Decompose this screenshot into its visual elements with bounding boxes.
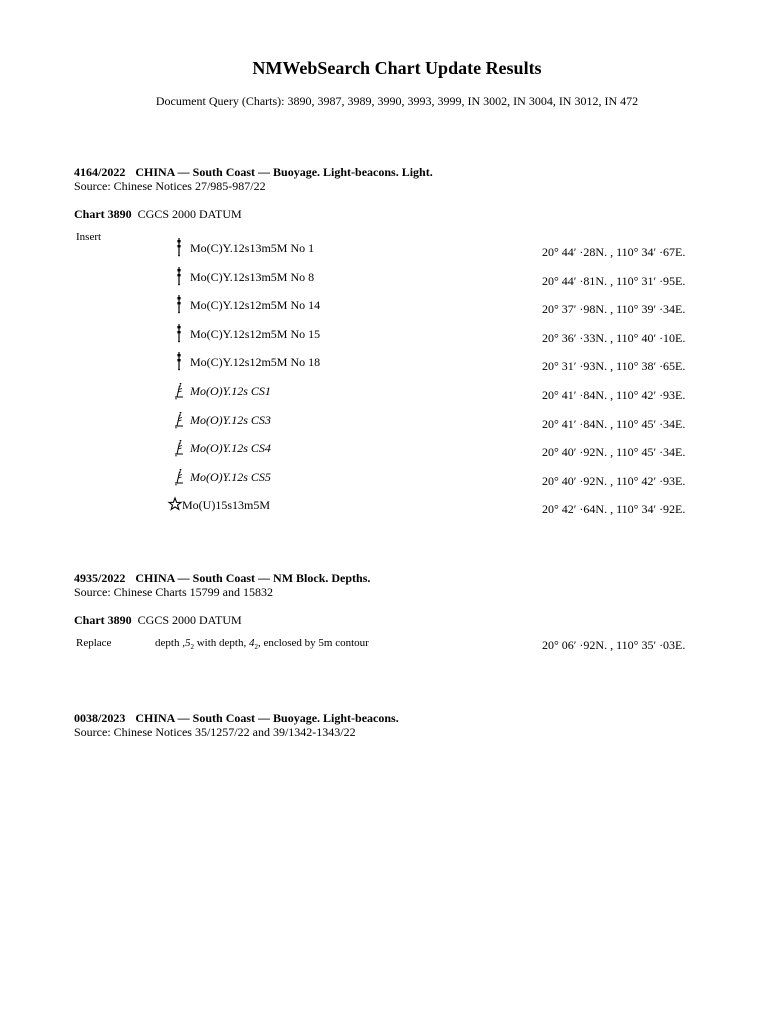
light-row [0,270,768,290]
position: 20° 31′ ·93N. , 110° 38′ ·65E. [542,359,686,374]
light-description: Mo(C)Y.12s13m5M No 8 [190,269,315,284]
position: 20° 44′ ·81N. , 110° 31′ ·95E. [542,273,686,288]
notice-header-0038 [74,711,399,726]
notice-source: Source: Chinese Notices 35/1257/22 and 39/1342-1343/22 [74,725,356,739]
position: 20° 36′ ·33N. , 110° 40′ ·10E. [542,330,686,345]
light-description: Mo(O)Y.12s CS4 [190,441,271,456]
position: 20° 44′ ·28N. , 110° 34′ ·67E. [542,245,686,259]
notice-number: 4935/2022 [74,571,126,585]
light-star-icon [167,494,183,514]
buoy-icon [171,409,187,429]
light-description: Mo(C)Y.12s12m5M No 14 [190,298,321,313]
new-depth: 4 [248,637,255,649]
chart-line [74,207,242,222]
chart-datum: CGCS 2000 DATUM [137,613,242,627]
chart-number: Chart 3890 [74,613,132,627]
document-query: Document Query (Charts): 3890, 3987, 3989, 3990, 3993, 3999, IN 3002, IN 3004, IN 3012, IN 472 [155,94,639,108]
beacon-icon [171,237,187,257]
old-depth: 5 [184,637,191,649]
position: 20° 42′ ·64N. , 110° 34′ ·92E. [542,502,686,517]
notice-source: Source: Chinese Notices 27/985-987/22 [74,179,266,193]
buoy-icon [171,437,187,457]
page-title: NMWebSearch Chart Update Results [252,58,542,78]
chart-line [74,613,242,628]
beacon-icon [171,266,187,286]
position: 20° 41′ ·84N. , 110° 45′ ·34E. [542,416,686,431]
light-row [0,241,768,261]
notice-number: 0038/2023 [74,711,126,725]
notice-header-4935 [74,571,370,586]
notice-title: CHINA — South Coast — Buoyage. Light-beacons. [135,711,399,725]
light-description: Mo(C)Y.12s12m5M No 15 [190,326,321,341]
light-description: Mo(O)Y.12s CS3 [190,412,271,427]
light-row [0,355,768,375]
light-row [0,413,768,433]
notice-title: CHINA — South Coast — Buoyage. Light-beacons. Light. [135,165,433,179]
beacon-icon [171,351,187,371]
position: 20° 40′ ·92N. , 110° 45′ ·34E. [542,445,686,460]
action-label: Insert [76,231,102,243]
light-row [0,327,768,347]
light-row [0,384,768,404]
light-row [0,441,768,461]
position: 20° 37′ ·98N. , 110° 39′ ·34E. [542,302,686,317]
replace-description: depth $,5_2$ with depth, $4_2$, enclosed by 5m contour [155,637,369,652]
notice-header-4164 [74,165,433,180]
light-row [0,498,768,518]
action-label: Replace [76,637,112,649]
chart-number: Chart 3890 [74,207,132,221]
light-description: Mo(C)Y.12s12m5M No 18 [190,355,321,370]
notice-title: CHINA — South Coast — NM Block. Depths. [135,571,371,585]
notice-number: 4164/2022 [74,165,126,179]
beacon-icon [171,294,187,314]
beacon-icon [171,323,187,343]
light-row [0,298,768,318]
buoy-icon [171,380,187,400]
position: 20° 41′ ·84N. , 110° 42′ ·93E. [542,388,686,402]
buoy-icon [171,466,187,486]
chart-datum: CGCS 2000 DATUM [137,207,242,221]
light-description: Mo(C)Y.12s13m5M No 1 [190,241,315,255]
position: 20° 06′ ·92N. , 110° 35′ ·03E. [542,638,686,652]
light-description: Mo(O)Y.12s CS5 [190,469,271,484]
light-description: Mo(U)15s13m5M [182,498,271,513]
position: 20° 40′ ·92N. , 110° 42′ ·93E. [542,473,686,488]
notice-source: Source: Chinese Charts 15799 and 15832 [74,585,273,599]
light-row [0,470,768,490]
light-description: Mo(O)Y.12s CS1 [190,384,271,398]
